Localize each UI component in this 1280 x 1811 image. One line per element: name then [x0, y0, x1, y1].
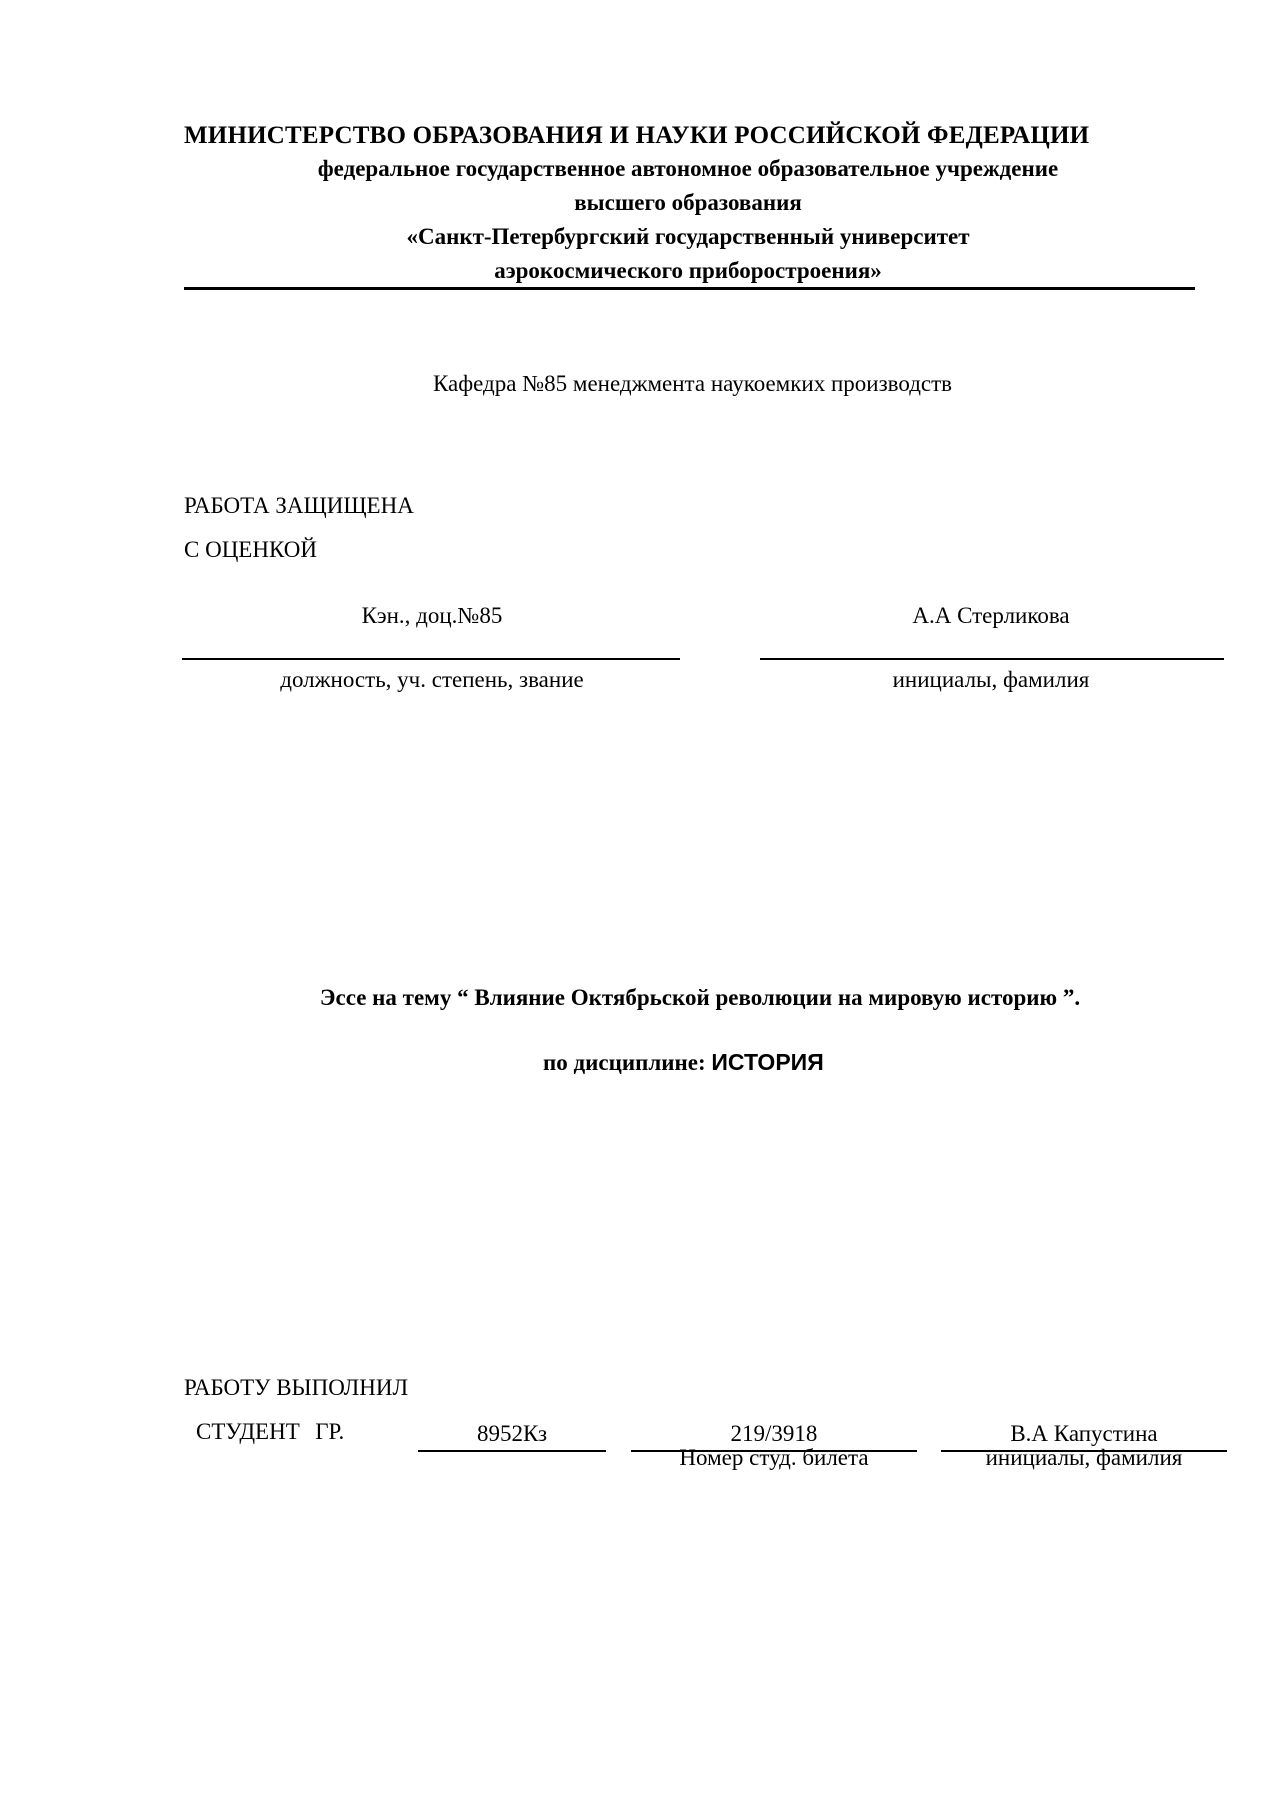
header-divider	[184, 287, 1195, 290]
student-ticket-caption: Номер студ. билета	[679, 1445, 869, 1470]
defense-status: РАБОТА ЗАЩИЩЕНА	[184, 493, 414, 518]
essay-title: Эссе на тему “ Влияние Октябрьской революции на мировую историю ”.	[319, 985, 1081, 1010]
department-name: Кафедра №85 менеджмента наукоемких производств	[433, 371, 953, 396]
group-number-rule	[418, 1450, 606, 1452]
university-name-line: «Санкт-Петербургский государственный университет	[406, 224, 970, 249]
student-name-value: В.А Капустина	[1010, 1421, 1158, 1446]
student-name-caption: инициалы, фамилия	[985, 1445, 1183, 1470]
discipline-name: ИСТОРИЯ	[711, 1049, 824, 1075]
supervisor-position-rule	[182, 658, 680, 660]
discipline-prefix: по дисциплине:	[543, 1050, 712, 1075]
supervisor-name-caption: инициалы, фамилия	[892, 667, 1090, 692]
supervisor-name-rule	[760, 658, 1224, 660]
performer-heading: РАБОТУ ВЫПОЛНИЛ	[184, 1375, 409, 1400]
education-level-line: высшего образования	[574, 190, 802, 215]
defense-grade-label: С ОЦЕНКОЙ	[184, 537, 317, 562]
supervisor-name-value: А.А Стерликова	[912, 603, 1070, 628]
university-name-line-2: аэрокосмического приборостроения»	[494, 258, 882, 283]
supervisor-position-value: Кэн., доц.№85	[361, 603, 503, 628]
institution-type-line: федеральное государственное автономное образовательное учреждение	[317, 156, 1059, 181]
supervisor-position-caption: должность, уч. степень, звание	[280, 667, 584, 692]
student-ticket-value: 219/3918	[730, 1421, 818, 1446]
ministry-heading: МИНИСТЕРСТВО ОБРАЗОВАНИЯ И НАУКИ РОССИЙСКОЙ ФЕДЕРАЦИИ	[184, 122, 1090, 149]
discipline-line	[543, 1049, 824, 1076]
student-group-label: СТУДЕНТ ГР.	[196, 1419, 345, 1444]
group-number-value: 8952Кз	[476, 1421, 548, 1446]
